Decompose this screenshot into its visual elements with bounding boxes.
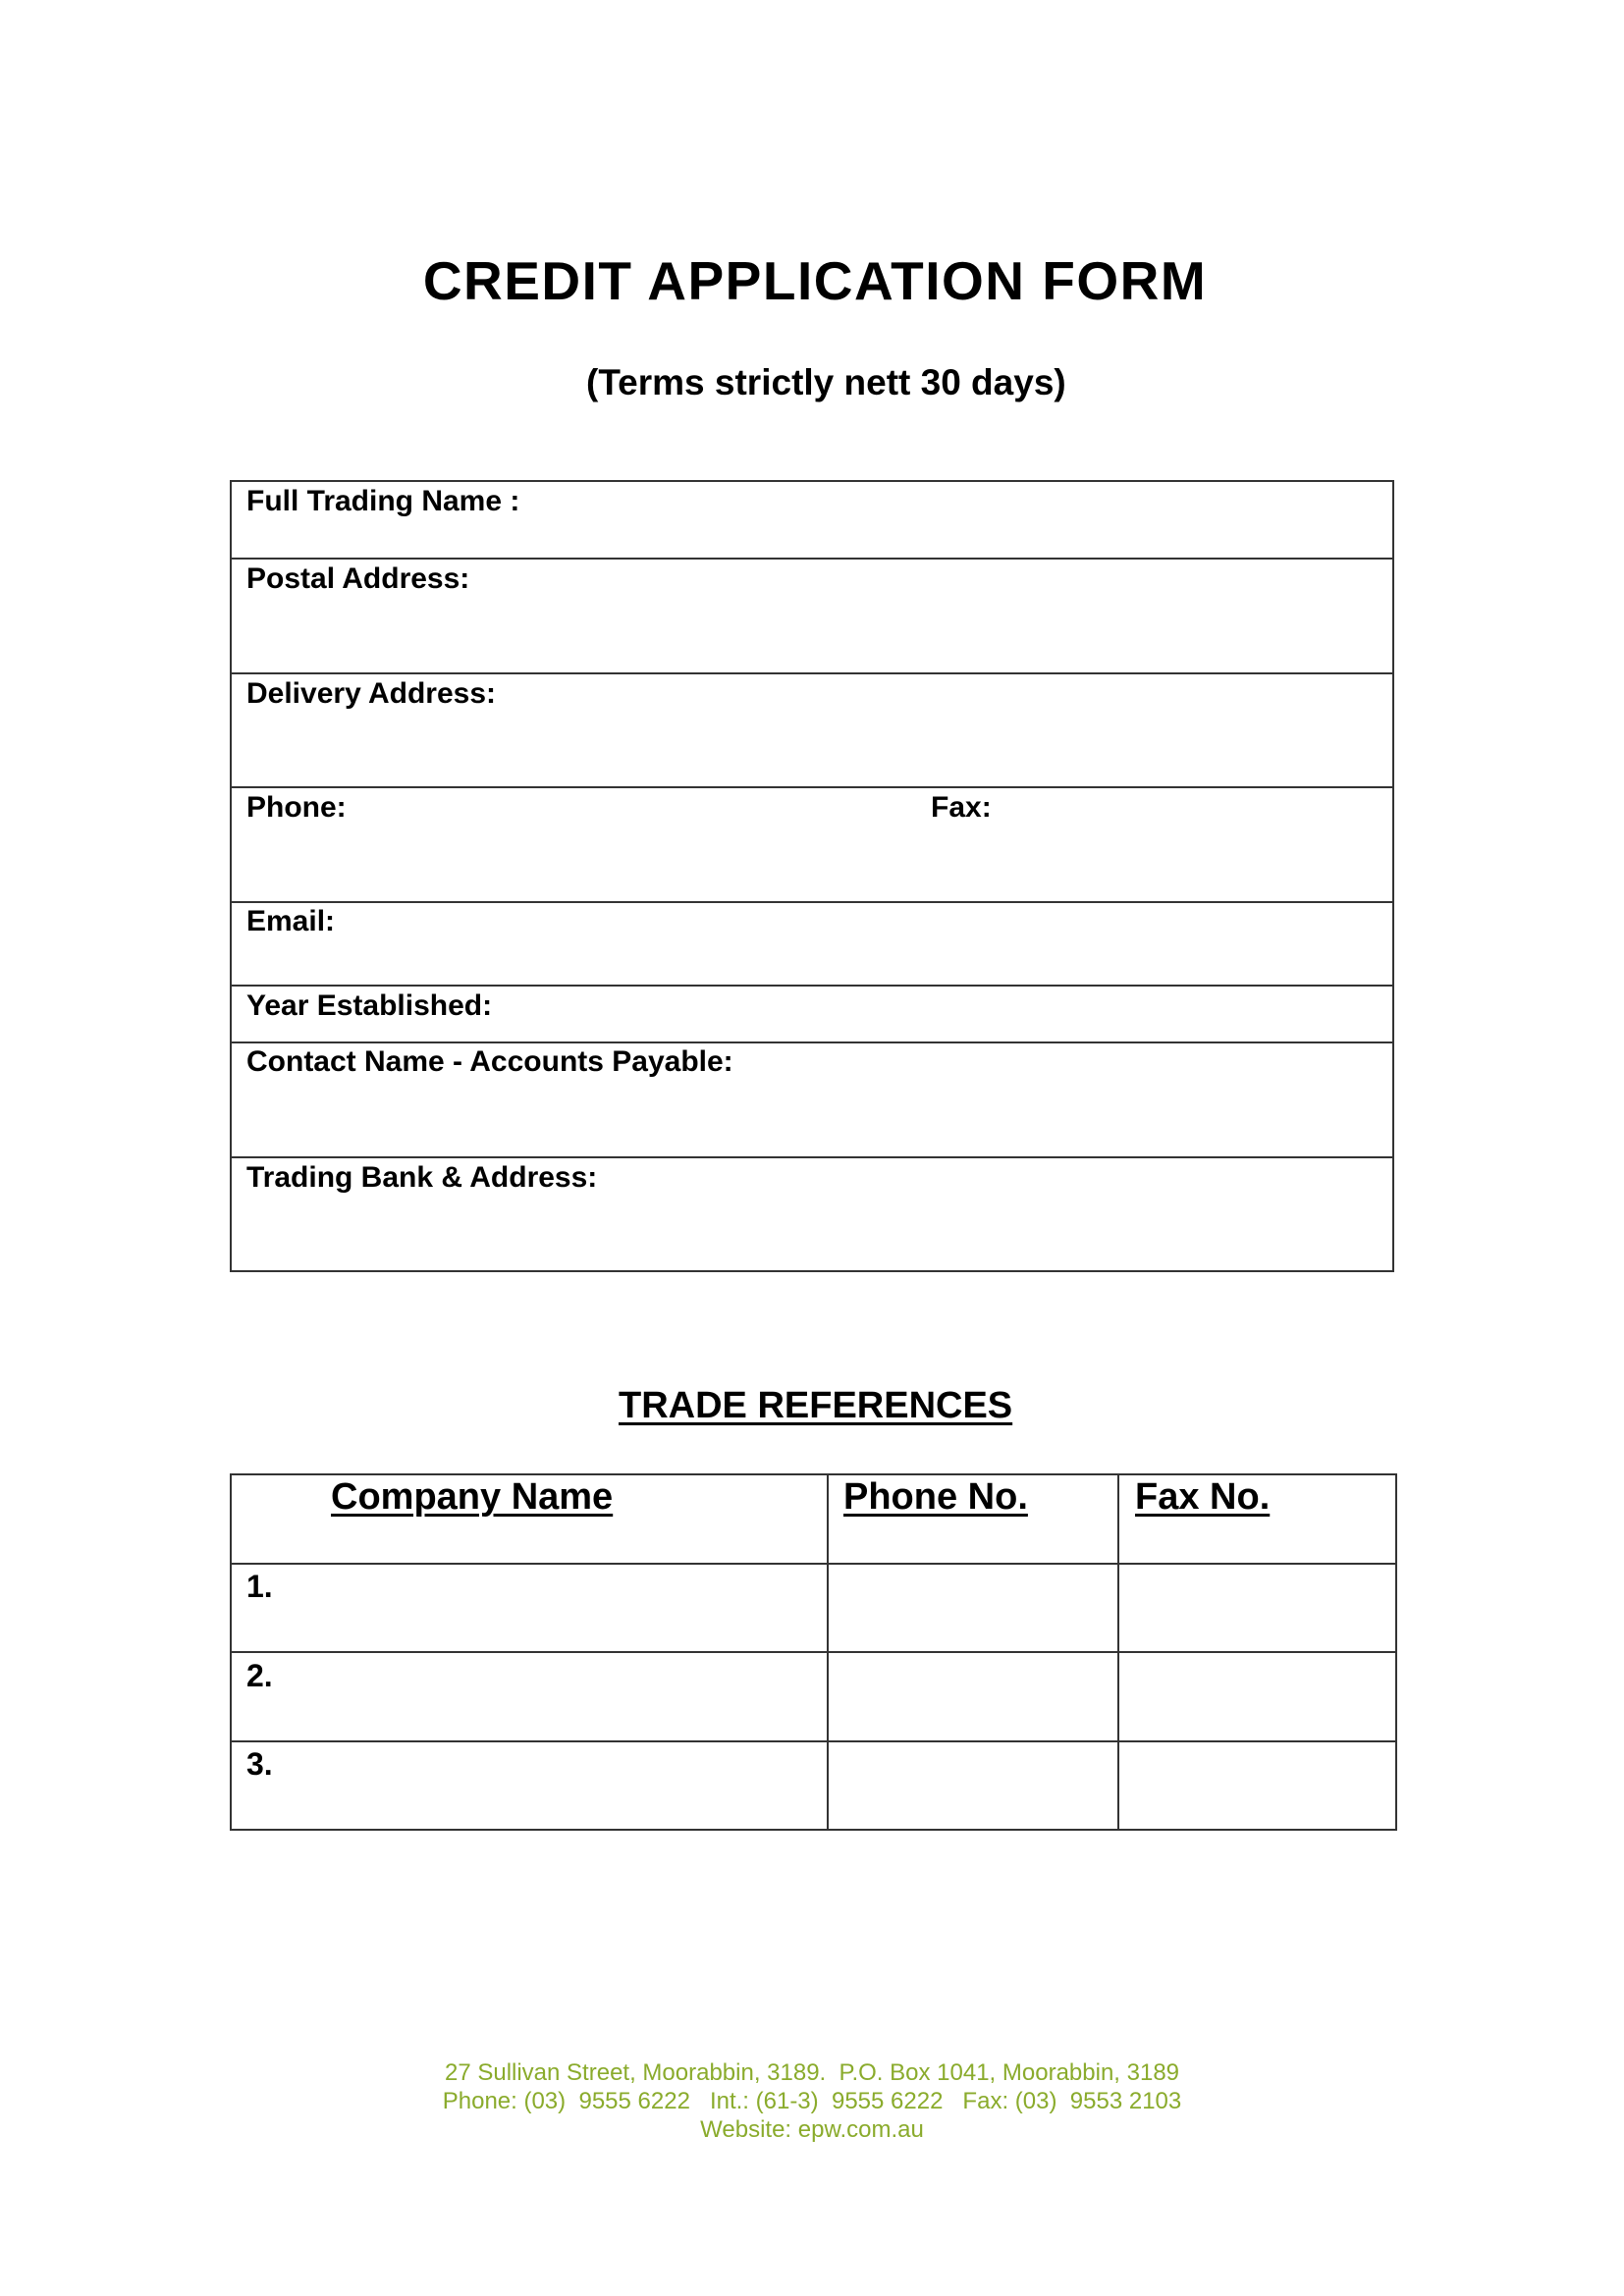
reference-2-phone-cell[interactable] [829,1653,1117,1740]
reference-row-number: 1. [246,1569,273,1604]
fax-label: Fax: [931,791,992,824]
reference-2-company-cell[interactable] [232,1653,827,1740]
reference-1-company-cell[interactable] [232,1565,827,1651]
column-header-company-name: Company Name [331,1476,614,1518]
postal-address-field[interactable] [232,560,1392,672]
column-header-phone-no: Phone No. [843,1476,1028,1518]
postal-address-label: Postal Address: [246,562,470,595]
full-trading-name-label: Full Trading Name : [246,485,520,517]
terms-subtitle: (Terms strictly nett 30 days) [586,362,1066,402]
column-header-fax-no: Fax No. [1135,1476,1271,1518]
email-field[interactable] [232,903,1392,985]
delivery-address-field[interactable] [232,674,1392,786]
email-label: Email: [246,905,336,937]
contact-name-accounts-payable-field[interactable] [232,1043,1392,1156]
year-established-field[interactable] [232,987,1392,1041]
reference-1-fax-cell[interactable] [1119,1565,1395,1651]
table-border-right [1392,480,1394,1271]
reference-row-number: 2. [246,1658,273,1693]
reference-3-fax-cell[interactable] [1119,1742,1395,1829]
footer-phone: Phone: (03) 9555 6222 Int.: (61-3) 9555 6222 Fax: (03) 9553 2103 [442,2088,1182,2114]
phone-label: Phone: [246,791,347,824]
reference-row-number: 3. [246,1746,273,1782]
contact-name-accounts-payable-label: Contact Name - Accounts Payable: [246,1045,733,1078]
reference-2-fax-cell[interactable] [1119,1653,1395,1740]
delivery-address-label: Delivery Address: [246,677,497,710]
phone-field[interactable] [232,788,919,901]
reference-1-phone-cell[interactable] [829,1565,1117,1651]
page-title: CREDIT APPLICATION FORM [422,250,1208,311]
reference-3-phone-cell[interactable] [829,1742,1117,1829]
trading-bank-address-label: Trading Bank & Address: [246,1161,598,1194]
trade-references-heading: TRADE REFERENCES [619,1385,1013,1426]
trading-bank-address-field[interactable] [232,1158,1392,1270]
table-border-bottom [230,1270,1394,1272]
table-border-bottom [230,1829,1397,1831]
footer-website: Website: epw.com.au [700,2116,924,2143]
company-footer [0,2058,1624,2144]
fax-field[interactable] [919,788,1392,901]
footer-address: 27 Sullivan Street, Moorabbin, 3189. P.O. Box 1041, Moorabbin, 3189 [444,2059,1180,2086]
reference-3-company-cell[interactable] [232,1742,827,1829]
year-established-label: Year Established: [246,989,493,1022]
full-trading-name-field[interactable] [232,482,1392,558]
